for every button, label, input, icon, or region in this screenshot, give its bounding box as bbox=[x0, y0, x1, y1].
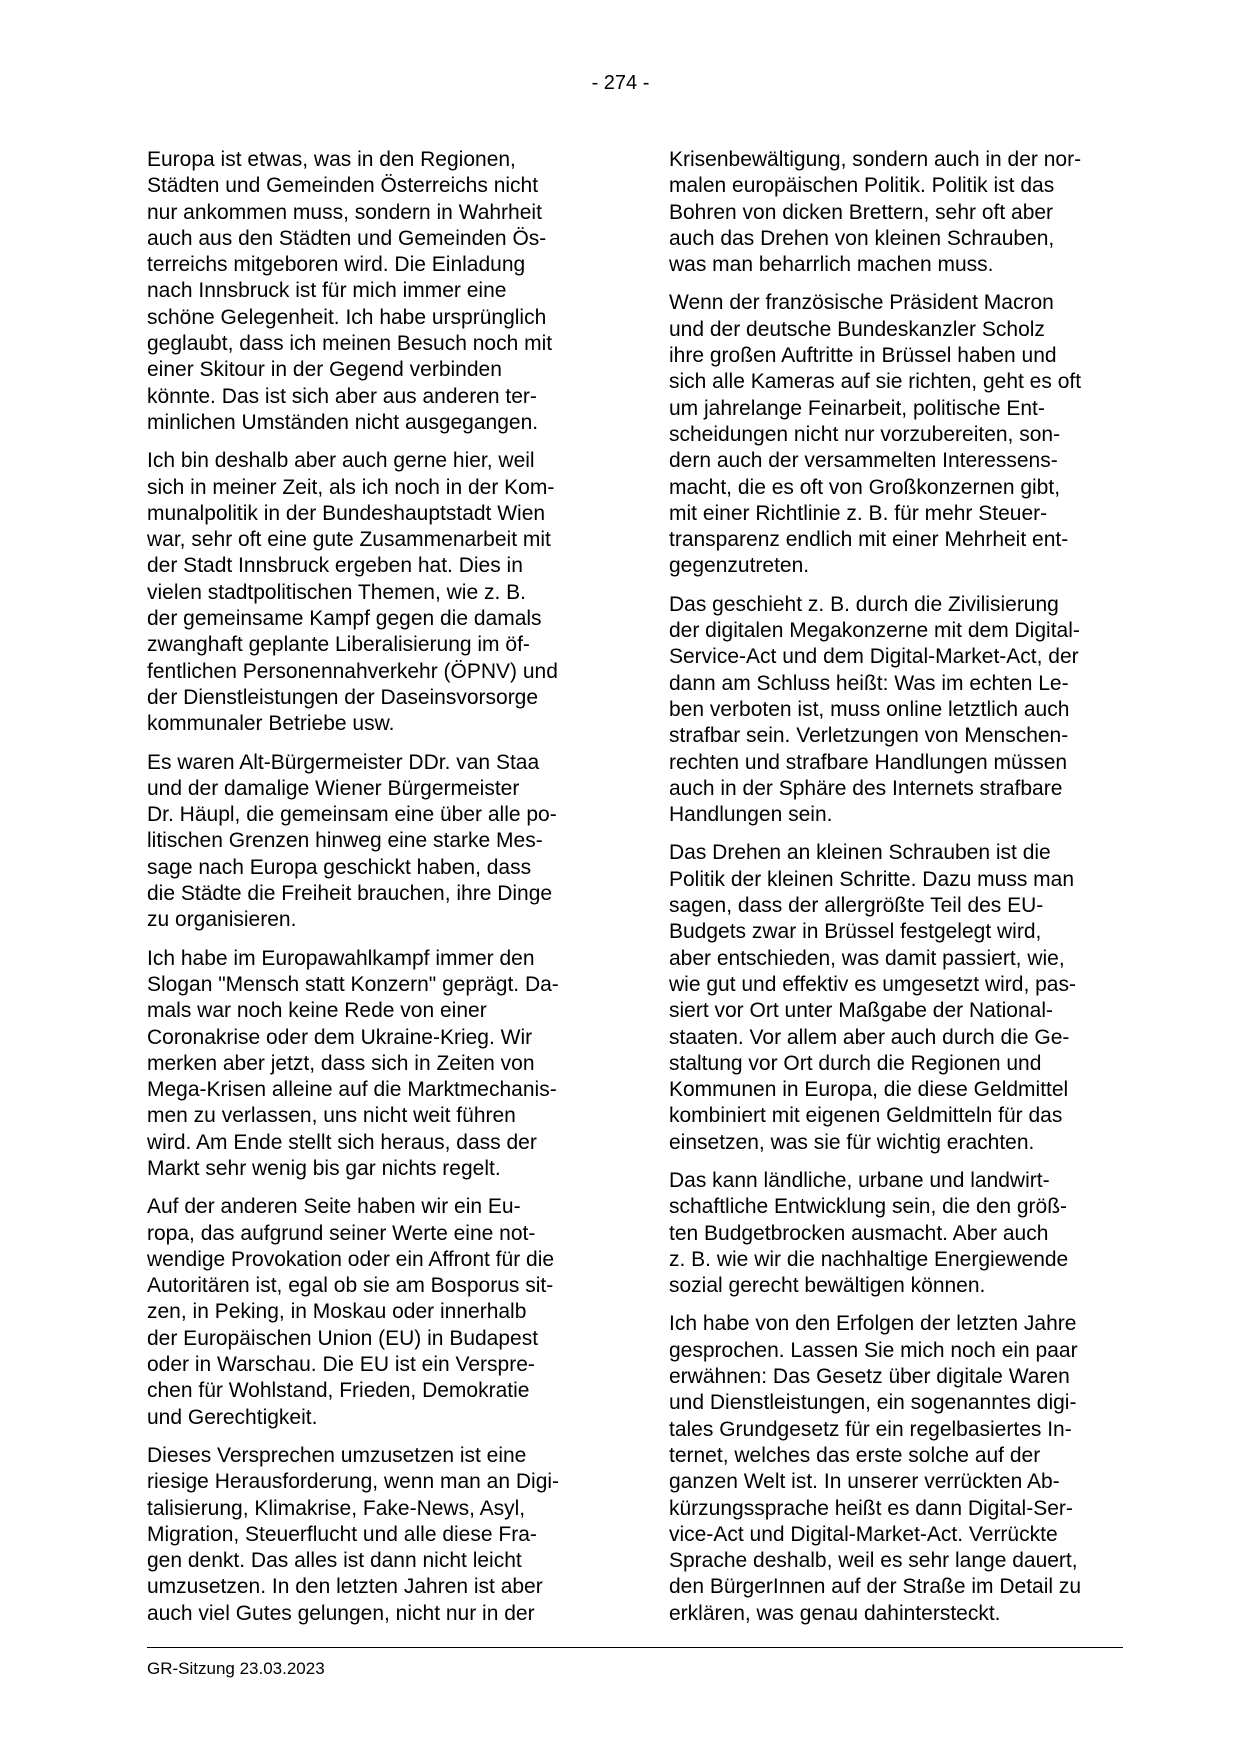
paragraph bbox=[147, 448, 609, 737]
text-line: erwähnen: Das Gesetz über digitale Waren bbox=[669, 1365, 1070, 1389]
text-line: sagen, dass der allergrößte Teil des EU- bbox=[669, 894, 1044, 918]
text-line: kombiniert mit eigenen Geldmitteln für das bbox=[669, 1104, 1063, 1128]
text-line: Krisenbewältigung, sondern auch in der nor- bbox=[669, 148, 1082, 171]
paragraph bbox=[147, 946, 609, 1183]
text-line: Budgets zwar in Brüssel festgelegt wird, bbox=[669, 920, 1042, 944]
text-line: sich in meiner Zeit, als ich noch in der Kom- bbox=[147, 475, 555, 499]
text-line: aber entschieden, was damit passiert, wie, bbox=[669, 946, 1065, 970]
footer-divider bbox=[147, 1647, 1123, 1648]
text-line: kürzungssprache heißt es dann Digital-Ser- bbox=[669, 1496, 1073, 1520]
text-line: der digitalen Megakonzerne mit dem Digital- bbox=[669, 619, 1080, 643]
text-line: Autoritären ist, egal ob sie am Bosporus sit- bbox=[147, 1274, 554, 1298]
text-line: gen denkt. Das alles ist dann nicht leicht bbox=[147, 1549, 522, 1573]
text-line: Politik der kleinen Schritte. Dazu muss man bbox=[669, 867, 1074, 891]
text-line: ropa, das aufgrund seiner Werte eine not- bbox=[147, 1221, 536, 1245]
text-line: schaftliche Entwicklung sein, die den größ- bbox=[669, 1195, 1068, 1219]
text-line: siert vor Ort unter Maßgabe der National- bbox=[669, 999, 1053, 1023]
text-line: gesprochen. Lassen Sie mich noch ein paar bbox=[669, 1338, 1078, 1362]
text-line: vielen stadtpolitischen Themen, wie z. B. bbox=[147, 580, 526, 604]
text-line: auch viel Gutes gelungen, nicht nur in der bbox=[147, 1601, 535, 1625]
text-line: sage nach Europa geschickt haben, dass bbox=[147, 855, 532, 879]
text-line: strafbar sein. Verletzungen von Menschen- bbox=[669, 724, 1069, 748]
text-line: Bohren von dicken Brettern, sehr oft aber bbox=[669, 200, 1054, 224]
text-line: auch aus den Städten und Gemeinden Ös- bbox=[147, 226, 547, 250]
text-line: ihre großen Auftritte in Brüssel haben und bbox=[669, 344, 1057, 368]
text-line: dann am Schluss heißt: Was im echten Le- bbox=[669, 671, 1069, 695]
text-line: Europa ist etwas, was in den Regionen, bbox=[147, 148, 516, 171]
text-line: staaten. Vor allem aber auch durch die Ge- bbox=[669, 1025, 1070, 1049]
text-line: könnte. Das ist sich aber aus anderen ter- bbox=[147, 384, 537, 408]
text-line: der gemeinsame Kampf gegen die damals bbox=[147, 607, 542, 631]
text-line: wird. Am Ende stellt sich heraus, dass der bbox=[147, 1130, 537, 1154]
paragraph bbox=[147, 750, 609, 934]
text-line: scheidungen nicht nur vorzubereiten, son- bbox=[669, 422, 1061, 446]
text-line: z. B. wie wir die nachhaltige Energiewende bbox=[669, 1247, 1069, 1271]
text-line: macht, die es oft von Großkonzernen gibt, bbox=[669, 475, 1061, 499]
text-line: zwanghaft geplante Liberalisierung im öf- bbox=[147, 633, 530, 657]
paragraph bbox=[147, 147, 609, 436]
text-line: zu organisieren. bbox=[147, 908, 297, 932]
text-line: Migration, Steuerflucht und alle diese Fra- bbox=[147, 1522, 537, 1546]
text-line: nach Innsbruck ist für mich immer eine bbox=[147, 279, 507, 303]
text-line: Auf der anderen Seite haben wir ein Eu- bbox=[147, 1195, 521, 1219]
text-line: mals war noch keine Rede von einer bbox=[147, 999, 487, 1023]
text-line: staltung vor Ort durch die Regionen und bbox=[669, 1051, 1042, 1075]
text-line: einer Skitour in der Gegend verbinden bbox=[147, 358, 502, 382]
paragraph bbox=[147, 1194, 609, 1431]
text-line: zen, in Peking, in Moskau oder innerhalb bbox=[147, 1300, 527, 1324]
text-line: Das geschieht z. B. durch die Zivilisierung bbox=[669, 592, 1059, 616]
text-line: ben verboten ist, muss online letztlich auch bbox=[669, 697, 1070, 721]
text-line: der Dienstleistungen der Daseinsvorsorge bbox=[147, 685, 539, 709]
text-line: Es waren Alt-Bürgermeister DDr. van Staa bbox=[147, 750, 540, 774]
text-line: munalpolitik in der Bundeshauptstadt Wien bbox=[147, 501, 546, 525]
text-line: wie gut und effektiv es umgesetzt wird, pas- bbox=[669, 972, 1076, 996]
text-line: rechten und strafbare Handlungen müssen bbox=[669, 750, 1068, 774]
text-line: terreichs mitgeboren wird. Die Einladung bbox=[147, 253, 526, 277]
text-line: und Dienstleistungen, ein sogenanntes digi- bbox=[669, 1391, 1077, 1415]
text-line: men zu verlassen, uns nicht weit führen bbox=[147, 1104, 516, 1128]
text-line: den BürgerInnen auf der Straße im Detail zu bbox=[669, 1575, 1082, 1599]
text-line: war, sehr oft eine gute Zusammenarbeit mit bbox=[147, 528, 551, 552]
text-line: auch das Drehen von kleinen Schrauben, bbox=[669, 226, 1055, 250]
text-line: und Gerechtigkeit. bbox=[147, 1405, 318, 1429]
text-line: transparenz endlich mit einer Mehrheit ent- bbox=[669, 528, 1069, 552]
text-line: sich alle Kameras auf sie richten, geht es oft bbox=[669, 370, 1082, 394]
text-line: Mega-Krisen alleine auf die Marktmechanis- bbox=[147, 1078, 557, 1102]
text-line: tales Grundgesetz für ein regelbasiertes In- bbox=[669, 1417, 1072, 1441]
paragraph bbox=[669, 1311, 1131, 1627]
text-line: Das Drehen an kleinen Schrauben ist die bbox=[669, 841, 1051, 865]
text-line: und der deutsche Bundeskanzler Scholz bbox=[669, 317, 1045, 341]
text-line: chen für Wohlstand, Frieden, Demokratie bbox=[147, 1379, 530, 1403]
left-column bbox=[147, 147, 609, 1639]
text-line: Sprache deshalb, weil es sehr lange dauert, bbox=[669, 1549, 1078, 1573]
text-line: oder in Warschau. Die EU ist ein Verspre- bbox=[147, 1353, 535, 1377]
text-line: merken aber jetzt, dass sich in Zeiten von bbox=[147, 1051, 535, 1075]
text-line: schöne Gelegenheit. Ich habe ursprünglich bbox=[147, 305, 547, 329]
text-line: Slogan "Mensch statt Konzern" geprägt. Da- bbox=[147, 972, 559, 996]
text-line: der Stadt Innsbruck ergeben hat. Dies in bbox=[147, 554, 523, 578]
text-line: litischen Grenzen hinweg eine starke Mes- bbox=[147, 829, 543, 853]
paragraph bbox=[669, 290, 1131, 579]
text-line: gegenzutreten. bbox=[669, 554, 810, 578]
paragraph bbox=[669, 592, 1131, 829]
text-line: was man beharrlich machen muss. bbox=[669, 253, 994, 277]
text-line: Dr. Häupl, die gemeinsam eine über alle po- bbox=[147, 803, 557, 827]
text-line: wendige Provokation oder ein Affront für die bbox=[147, 1247, 555, 1271]
text-line: Markt sehr wenig bis gar nichts regelt. bbox=[147, 1156, 501, 1180]
text-line: um jahrelange Feinarbeit, politische Ent- bbox=[669, 396, 1045, 420]
footer-session-date: GR-Sitzung 23.03.2023 bbox=[147, 1659, 325, 1678]
paragraph bbox=[669, 1168, 1131, 1299]
text-line: riesige Herausforderung, wenn man an Digi- bbox=[147, 1470, 560, 1494]
text-line: kommunaler Betriebe usw. bbox=[147, 712, 395, 736]
text-line: malen europäischen Politik. Politik ist das bbox=[669, 174, 1055, 198]
text-line: nur ankommen muss, sondern in Wahrheit bbox=[147, 200, 542, 224]
text-line: Ich bin deshalb aber auch gerne hier, weil bbox=[147, 449, 535, 473]
text-line: Das kann ländliche, urbane und landwirt- bbox=[669, 1168, 1050, 1192]
text-line: fentlichen Personennahverkehr (ÖPNV) und bbox=[147, 659, 558, 683]
text-line: minlichen Umständen nicht ausgegangen. bbox=[147, 410, 539, 434]
text-line: die Städte die Freiheit brauchen, ihre Dinge bbox=[147, 882, 553, 906]
text-line: talisierung, Klimakrise, Fake-News, Asyl, bbox=[147, 1496, 526, 1520]
text-line: ganzen Welt ist. In unserer verrückten Ab- bbox=[669, 1470, 1060, 1494]
paragraph bbox=[669, 840, 1131, 1156]
text-line: ten Budgetbrocken ausmacht. Aber auch bbox=[669, 1221, 1049, 1245]
text-line: Ich habe im Europawahlkampf immer den bbox=[147, 946, 535, 970]
text-line: Dieses Versprechen umzusetzen ist eine bbox=[147, 1443, 527, 1467]
text-line: dern auch der versammelten Interessens- bbox=[669, 449, 1058, 473]
text-line: einsetzen, was sie für wichtig erachten. bbox=[669, 1130, 1035, 1154]
text-line: Wenn der französische Präsident Macron bbox=[669, 291, 1054, 315]
right-column bbox=[669, 147, 1131, 1639]
text-line: Service-Act und dem Digital-Market-Act, der bbox=[669, 645, 1079, 669]
text-line: erklären, was genau dahintersteckt. bbox=[669, 1601, 1001, 1625]
paragraph bbox=[147, 1443, 609, 1627]
text-line: Städten und Gemeinden Österreichs nicht bbox=[147, 174, 539, 198]
text-line: auch in der Sphäre des Internets strafbare bbox=[669, 776, 1063, 800]
text-line: vice-Act und Digital-Market-Act. Verrückte bbox=[669, 1522, 1058, 1546]
text-line: der Europäischen Union (EU) in Budapest bbox=[147, 1326, 539, 1350]
text-line: umzusetzen. In den letzten Jahren ist aber bbox=[147, 1575, 543, 1599]
text-line: ternet, welches das erste solche auf der bbox=[669, 1443, 1041, 1467]
paragraph bbox=[669, 147, 1131, 278]
text-line: Handlungen sein. bbox=[669, 803, 833, 827]
text-line: und der damalige Wiener Bürgermeister bbox=[147, 776, 520, 800]
text-line: sozial gerecht bewältigen können. bbox=[669, 1274, 986, 1298]
text-line: Coronakrise oder dem Ukraine-Krieg. Wir bbox=[147, 1025, 533, 1049]
text-line: geglaubt, dass ich meinen Besuch noch mit bbox=[147, 332, 553, 356]
text-line: Kommunen in Europa, die diese Geldmittel bbox=[669, 1078, 1069, 1102]
page-number: - 274 - bbox=[591, 72, 650, 94]
text-line: Ich habe von den Erfolgen der letzten Jahre bbox=[669, 1312, 1077, 1336]
text-line: mit einer Richtlinie z. B. für mehr Steuer- bbox=[669, 501, 1048, 525]
